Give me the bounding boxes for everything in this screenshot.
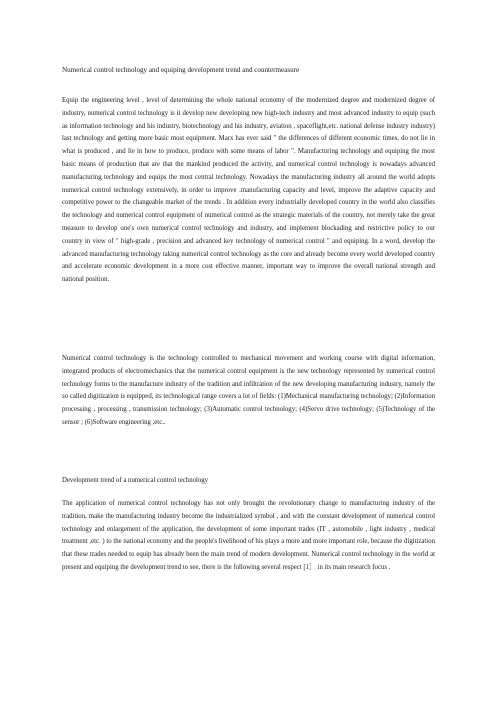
- paragraph-definition: [62, 353, 435, 430]
- paragraph-intro: [62, 95, 435, 287]
- paragraph-text: The application of numerical control technology has not only brought the revolutionary change to manufacturing industry of the tradition, make the manufacturing industry become the industrialized symbol , and with the constant development of numerical control technology and enlargement of the application, the development of some important trades (IT , automobile , light industry , medical treatment ,etc. ) to the national economy and the people's livelihood of his plays a more and more important role, because the digitization that these trades needed to equip has already been the main trend of modern development. Numerical control technology in the world at present and equiping the development trend to see, there is the following several respect [1］ in its main research focus .: [62, 500, 435, 571]
- paragraph-text: Equip the engineering level , level of determining the whole national economy of the modernized degree and modernized degree of industry, numerical control technology is it develop new developing new high-tech industry and most advanced industry to equip (such as information technology and his industry, biotechnology and his industry, aviation , spaceflight,etc. national defense industry industry) last technology and getting more basic most equipment. Marx has ever said " the differences of different economic times, do not lie in what is produced , and lie in how to produce, produce with some means of labor ". Manufacturing technology and equiping the most basic means of production that are that the mankind produced the activity, and numerical control technology is nowadays advanced manufacturing technology and equips the most central technology. Nowadays the manufacturing industry all around the world adopts numerical control technology extensively, in order to improve .manufacturing capacity and level, improve the adaptive capacity and competitive power to the changeable market of the trends . In addition every industrially developed country in the world also classifies the technology and numerical control equipment of numerical control as the strategic materials of the country, not merely take the great measure to develop one's own numerical control technology and industry, and implement blockading and restrictive policy to our country in view of " high-grade , precision and advanced key technology of numerical control " and equiping. In a word, develop the advanced manufacturing technology taking numerical control technology as the core and already become every world developed country and accelerate economic development in a more cost effective manner, important way to improve the overall national strength and national position.: [62, 97, 435, 284]
- paragraph-trend: [62, 498, 435, 575]
- paragraph-text: Numerical control technology is the technology controlled to mechanical movement and working course with digital information, integrated products of electromechanics that the numerical control equipment is the new technology represented by numerical control technology forms to the manufacture industry of the tradition and infiltration of the new developing manufacturing industry, namely the so called digitization is equipped, its technological range covers a lot of fields: (1)Mechanical manufacturing technology; (2)Information processing , processing , transmission technology; (3)Automatic control technology; (4)Servo drive technology; (5)Technology of the sensor ; (6)Software engineering ,etc..: [62, 355, 435, 426]
- section-heading: Development trend of a numerical control technology: [62, 477, 209, 484]
- document-title: Numerical control technology and equiping development trend and countermeasure: [62, 66, 300, 74]
